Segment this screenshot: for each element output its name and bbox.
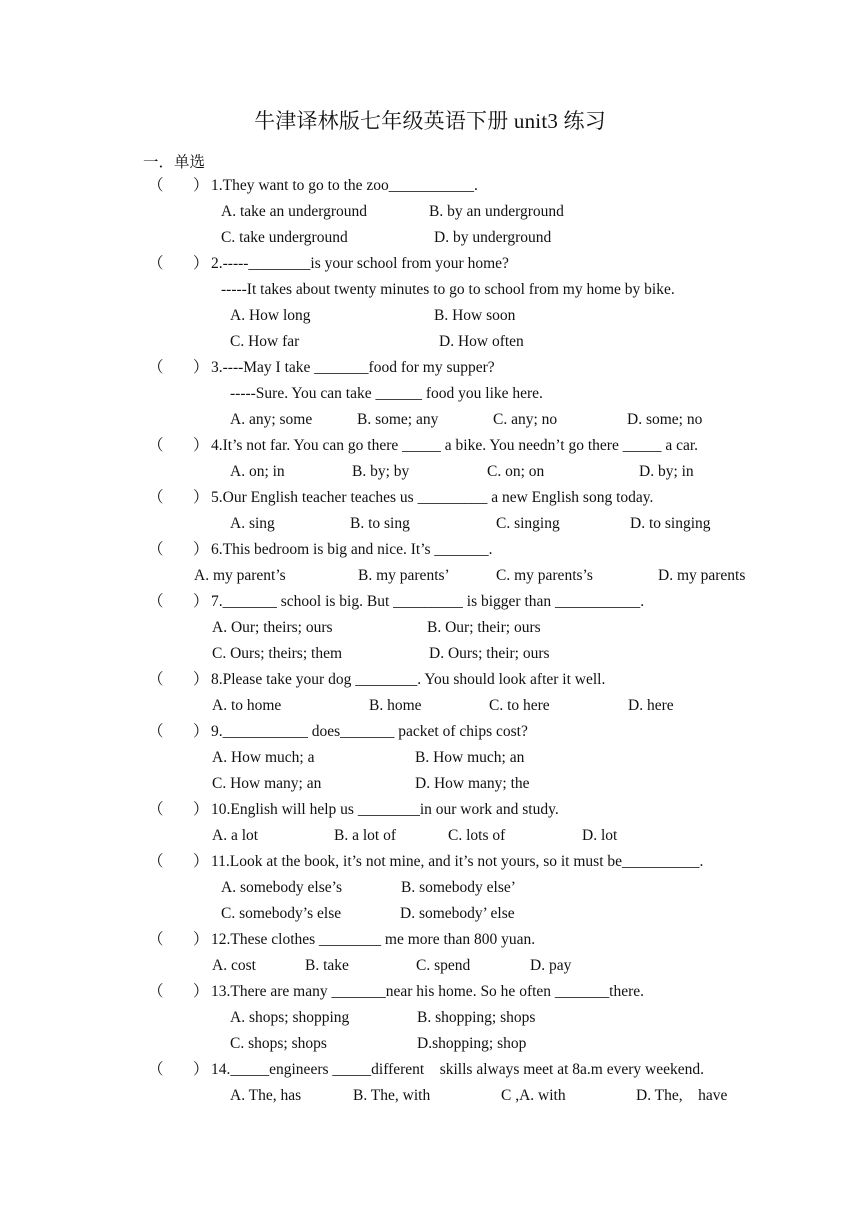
question-stem: 10.English will help us ________in our work and study. xyxy=(211,801,559,818)
answer-option: D. by underground xyxy=(434,229,552,246)
answer-blank-close-paren: ） xyxy=(193,983,209,1000)
answer-blank-open-paren: （ xyxy=(148,541,164,558)
answer-option: D. here xyxy=(628,697,674,714)
question-stem: 13.There are many _______near his home. So he often _______there. xyxy=(211,983,645,1000)
dialogue-line: -----Sure. You can take ______ food you like here. xyxy=(230,385,543,402)
answer-blank-close-paren: ） xyxy=(193,723,209,740)
answer-blank-close-paren: ） xyxy=(193,1061,209,1078)
answer-option: B. to sing xyxy=(350,515,410,532)
answer-option: B. How much; an xyxy=(415,749,525,766)
answer-blank-close-paren: ） xyxy=(193,801,209,818)
question-stem: 9.___________ does_______ packet of chips cost? xyxy=(211,723,528,740)
answer-option: C. shops; shops xyxy=(230,1035,327,1052)
page-title: 牛津译林版七年级英语下册 unit3 练习 xyxy=(254,109,606,133)
answer-option: C. somebody’s else xyxy=(221,905,342,922)
answer-option: A. How long xyxy=(230,307,311,324)
answer-option: D. to singing xyxy=(630,515,711,532)
answer-option: C. lots of xyxy=(448,827,506,844)
answer-option: B. The, with xyxy=(353,1087,431,1104)
answer-blank-close-paren: ） xyxy=(193,437,209,454)
answer-option: C. to here xyxy=(489,697,550,714)
answer-blank-open-paren: （ xyxy=(148,437,164,454)
question-stem: 5.Our English teacher teaches us _________ a new English song today. xyxy=(211,489,654,506)
answer-option: A. my parent’s xyxy=(194,567,286,584)
answer-option: B. some; any xyxy=(357,411,439,428)
answer-option: C. on; on xyxy=(487,463,545,480)
answer-blank-open-paren: （ xyxy=(148,593,164,610)
answer-option: A. a lot xyxy=(212,827,259,844)
question-stem: 6.This bedroom is big and nice. It’s _______. xyxy=(211,541,493,558)
answer-option: D. lot xyxy=(582,827,618,844)
answer-blank-close-paren: ） xyxy=(193,853,209,870)
answer-blank-open-paren: （ xyxy=(148,723,164,740)
dialogue-line: -----It takes about twenty minutes to go to school from my home by bike. xyxy=(221,281,675,298)
answer-option: B. a lot of xyxy=(334,827,396,844)
answer-option: D. my parents xyxy=(658,567,746,584)
answer-option: D.shopping; shop xyxy=(417,1035,527,1052)
answer-blank-open-paren: （ xyxy=(148,671,164,688)
answer-blank-close-paren: ） xyxy=(193,931,209,948)
answer-option: C. How many; an xyxy=(212,775,322,792)
answer-blank-close-paren: ） xyxy=(193,359,209,376)
answer-blank-open-paren: （ xyxy=(148,177,164,194)
answer-option: C. singing xyxy=(496,515,560,532)
answer-option: A. shops; shopping xyxy=(230,1009,350,1026)
answer-blank-close-paren: ） xyxy=(193,489,209,506)
answer-option: C. any; no xyxy=(493,411,558,428)
answer-option: B. How soon xyxy=(434,307,516,324)
section-heading-multiple-choice: 一．单选 xyxy=(143,154,206,171)
answer-option: C. How far xyxy=(230,333,300,350)
answer-option: A. somebody else’s xyxy=(221,879,342,896)
answer-blank-open-paren: （ xyxy=(148,801,164,818)
question-stem: 11.Look at the book, it’s not mine, and it’s not yours, so it must be__________. xyxy=(211,853,704,870)
answer-blank-close-paren: ） xyxy=(193,593,209,610)
answer-option: A. Our; theirs; ours xyxy=(212,619,333,636)
answer-option: A. The, has xyxy=(230,1087,302,1104)
answer-option: D. How many; the xyxy=(415,775,530,792)
answer-option: D. some; no xyxy=(627,411,703,428)
answer-option: B. take xyxy=(305,957,349,974)
answer-blank-open-paren: （ xyxy=(148,359,164,376)
question-stem: 1.They want to go to the zoo___________. xyxy=(211,177,478,194)
question-stem: 8.Please take your dog ________. You should look after it well. xyxy=(211,671,606,688)
answer-option: C. Ours; theirs; them xyxy=(212,645,343,662)
answer-option: C. my parents’s xyxy=(496,567,593,584)
question-stem: 2.-----________is your school from your home? xyxy=(211,255,509,272)
answer-blank-open-paren: （ xyxy=(148,255,164,272)
answer-option: A. to home xyxy=(212,697,282,714)
answer-option: C. take underground xyxy=(221,229,348,246)
answer-option: A. on; in xyxy=(230,463,285,480)
question-stem: 4.It’s not far. You can go there _____ a bike. You needn’t go there _____ a car. xyxy=(211,437,699,454)
answer-option: C. spend xyxy=(416,957,471,974)
answer-option: A. How much; a xyxy=(212,749,315,766)
answer-option: A. take an underground xyxy=(221,203,368,220)
answer-option: B. my parents’ xyxy=(358,567,450,584)
answer-blank-close-paren: ） xyxy=(193,541,209,558)
answer-option: B. by; by xyxy=(352,463,410,480)
question-stem: 14._____engineers _____different skills always meet at 8a.m every weekend. xyxy=(211,1061,704,1078)
question-stem: 7._______ school is big. But _________ is bigger than ___________. xyxy=(211,593,645,610)
answer-option: B. Our; their; ours xyxy=(427,619,541,636)
question-stem: 12.These clothes ________ me more than 800 yuan. xyxy=(211,931,536,948)
answer-option: B. shopping; shops xyxy=(417,1009,536,1026)
answer-option: D. Ours; their; ours xyxy=(429,645,550,662)
answer-option: B. home xyxy=(369,697,422,714)
answer-option: D. The, have xyxy=(636,1087,728,1104)
answer-blank-open-paren: （ xyxy=(148,931,164,948)
answer-option: B. by an underground xyxy=(429,203,564,220)
answer-option: A. sing xyxy=(230,515,275,532)
answer-option: D. by; in xyxy=(639,463,694,480)
answer-blank-close-paren: ） xyxy=(193,671,209,688)
answer-option: C ,A. with xyxy=(501,1087,566,1104)
answer-blank-open-paren: （ xyxy=(148,983,164,1000)
answer-blank-close-paren: ） xyxy=(193,255,209,272)
question-stem: 3.----May I take _______food for my supper? xyxy=(211,359,495,376)
answer-blank-open-paren: （ xyxy=(148,489,164,506)
answer-option: D. somebody’ else xyxy=(400,905,515,922)
answer-option: A. any; some xyxy=(230,411,313,428)
answer-option: A. cost xyxy=(212,957,256,974)
answer-blank-open-paren: （ xyxy=(148,1061,164,1078)
answer-option: D. How often xyxy=(439,333,524,350)
answer-blank-close-paren: ） xyxy=(193,177,209,194)
answer-option: D. pay xyxy=(530,957,572,974)
answer-option: B. somebody else’ xyxy=(401,879,516,896)
answer-blank-open-paren: （ xyxy=(148,853,164,870)
